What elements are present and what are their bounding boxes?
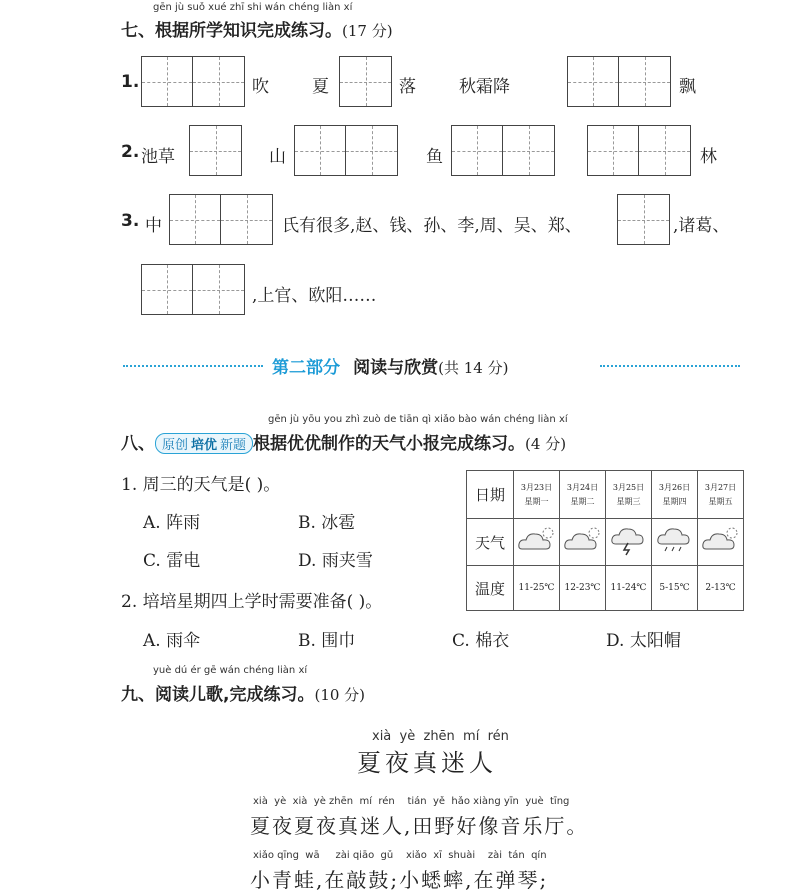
weather-cell <box>698 519 744 566</box>
q8-q1-option-d[interactable]: D. 雨夹雪 <box>298 551 373 571</box>
q7-pinyin: gēn jù suǒ xué zhī shi wán chéng liàn xí <box>153 2 353 13</box>
text: 山 <box>269 147 286 167</box>
cloud-icon <box>700 525 742 555</box>
date-cell: 3月27日 星期五 <box>698 471 744 519</box>
text: 吹 <box>252 77 269 97</box>
q7-item3-num: 3. <box>121 211 140 231</box>
answer-grid[interactable] <box>587 125 691 176</box>
weather-cell <box>606 519 652 566</box>
q8-title: 根据优优制作的天气小报完成练习。 <box>253 434 526 454</box>
answer-grid[interactable] <box>141 56 245 107</box>
q8-q1-option-a[interactable]: A. 阵雨 <box>143 513 201 533</box>
text: 落 <box>399 77 416 97</box>
text: 秋霜降 <box>459 77 510 97</box>
row-label-date: 日期 <box>467 471 514 519</box>
q8-question-2: 2. 培培星期四上学时需要准备( )。 <box>121 592 383 612</box>
text: 鱼 <box>426 147 443 167</box>
poem-line2: 小青蛙,在敲鼓;小蟋蟀,在弹琴; <box>250 868 549 892</box>
date-cell: 3月25日 星期三 <box>606 471 652 519</box>
text: 池草 <box>141 147 175 167</box>
text: ,诸葛、 <box>673 216 730 236</box>
q9-heading <box>121 680 365 705</box>
q9-pinyin: yuè dú ér gē wán chéng liàn xí <box>153 665 308 676</box>
temp-cell: 11-25℃ <box>514 566 560 611</box>
poem-title-pinyin: xià yè zhēn mí rén <box>372 729 509 744</box>
rain-cloud-icon <box>654 524 696 556</box>
q8-score: (4 分) <box>525 435 567 453</box>
q7-heading <box>121 16 393 41</box>
poem-line1-pinyin: xià yè xià yè zhēn mí rén tián yě hǎo xiàng yīn yuè tīng <box>253 796 570 807</box>
q8-q2-option-d[interactable]: D. 太阳帽 <box>606 631 681 651</box>
cloud-icon <box>562 525 604 555</box>
part2-score: (共 14 分) <box>438 359 509 377</box>
text: 林 <box>700 147 717 167</box>
date-cell: 3月23日 星期一 <box>514 471 560 519</box>
answer-grid[interactable] <box>141 264 245 315</box>
answer-grid[interactable] <box>567 56 671 107</box>
part2-title: 第二部分 <box>272 358 340 378</box>
temp-cell: 12-23℃ <box>560 566 606 611</box>
q7-item2-num: 2. <box>121 142 140 162</box>
q9-title: 九、阅读儿歌,完成练习。 <box>121 685 315 705</box>
poem-line2-pinyin: xiǎo qīng wā zài qiāo gǔ xiǎo xī shuài zài tán qín <box>253 850 547 861</box>
temp-cell: 5-15℃ <box>652 566 698 611</box>
thunder-cloud-icon <box>608 524 650 556</box>
answer-grid[interactable] <box>169 194 273 245</box>
q8-q2-option-a[interactable]: A. 雨伞 <box>143 631 201 651</box>
answer-grid[interactable] <box>294 125 398 176</box>
temp-cell: 2-13℃ <box>698 566 744 611</box>
badge-a: 原创 <box>162 438 189 453</box>
divider-right <box>600 365 740 367</box>
q8-q1-option-b[interactable]: B. 冰雹 <box>298 513 356 533</box>
weather-report-table <box>466 470 744 611</box>
q7-title: 七、根据所学知识完成练习。 <box>121 21 342 41</box>
q8-heading <box>121 429 566 454</box>
badge-c: 新题 <box>220 438 247 453</box>
q8-q2-option-b[interactable]: B. 围巾 <box>298 631 356 651</box>
answer-grid[interactable] <box>339 56 392 107</box>
q7-score: (17 分) <box>342 22 393 40</box>
part2-header <box>272 353 508 378</box>
date-cell: 3月26日 星期四 <box>652 471 698 519</box>
q8-q1-option-c[interactable]: C. 雷电 <box>143 551 201 571</box>
poem-line1: 夏夜夏夜真迷人,田野好像音乐厅。 <box>250 814 589 838</box>
badge-b: 培优 <box>191 438 218 453</box>
q8-question-1: 1. 周三的天气是( )。 <box>121 475 281 495</box>
text: ,上官、欧阳…… <box>252 286 377 306</box>
cloud-icon <box>516 525 558 555</box>
original-badge <box>155 433 253 454</box>
text: 夏 <box>312 77 329 97</box>
q9-score: (10 分) <box>314 686 366 704</box>
divider-left <box>123 365 263 367</box>
weather-cell <box>652 519 698 566</box>
weather-cell <box>514 519 560 566</box>
q8-pinyin: gēn jù yōu you zhì zuò de tiān qì xiǎo bào wán chéng liàn xí <box>268 414 568 425</box>
date-cell: 3月24日 星期二 <box>560 471 606 519</box>
q8-q2-option-c[interactable]: C. 棉衣 <box>452 631 510 651</box>
temp-cell: 11-24℃ <box>606 566 652 611</box>
q8-num: 八、 <box>121 434 155 454</box>
text: 飘 <box>679 77 696 97</box>
poem-title: 夏夜真迷人 <box>357 749 497 777</box>
part2-subtitle: 阅读与欣赏 <box>353 358 439 378</box>
answer-grid[interactable] <box>617 194 670 245</box>
answer-grid[interactable] <box>451 125 555 176</box>
weather-cell <box>560 519 606 566</box>
q7-item1-num: 1. <box>121 72 140 92</box>
text: 中 <box>145 216 162 236</box>
answer-grid[interactable] <box>189 125 242 176</box>
row-label-weather: 天气 <box>467 519 514 566</box>
row-label-temp: 温度 <box>467 566 514 611</box>
text: 氏有很多,赵、钱、孙、李,周、吴、郑、 <box>282 216 582 236</box>
